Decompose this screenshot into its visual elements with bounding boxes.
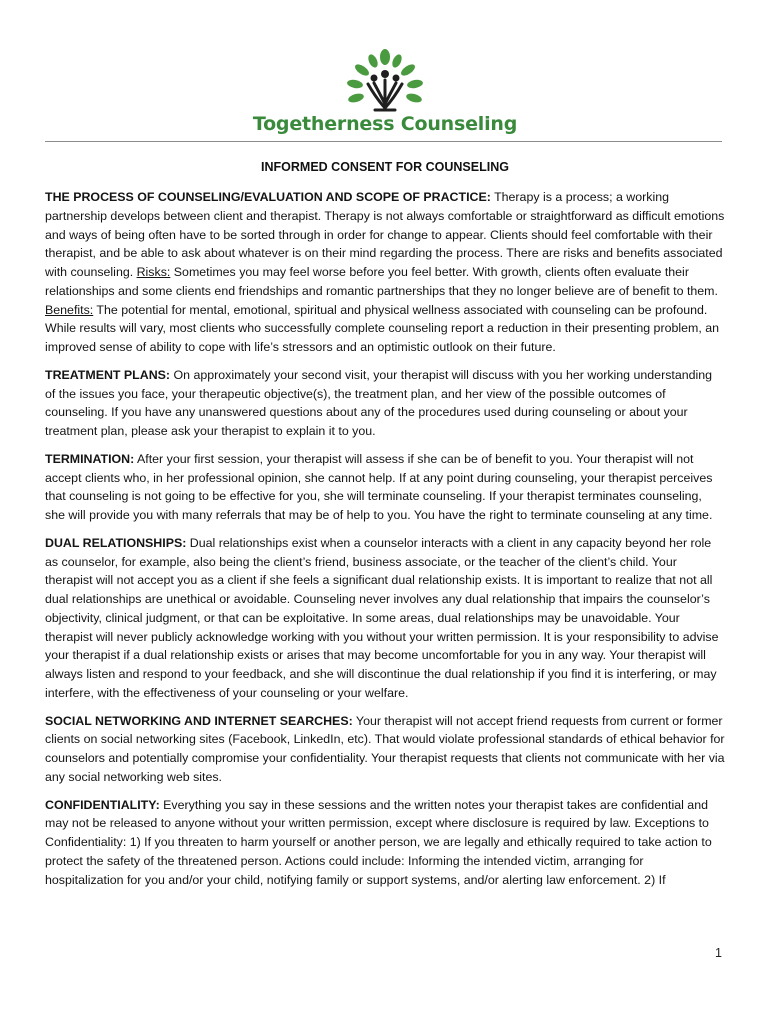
section-dual-relationships [45, 534, 725, 703]
risks-label: Risks: [136, 265, 171, 279]
section-text: Everything you say in these sessions and the written notes your therapist takes are confidential and may not be released to anyone without your written permission, except where disclosure is required by law. Exceptions to Confidentiality: 1) If you threaten to harm yourself or another person, we are legally and ethically required to take action to protect the safety of the threatened person. Actions could include: Informing the intended victim, arranging for hospitalization for you and/or your child, notifying family or support systems, and/or alerting law enforcement. 2) If [45, 797, 712, 887]
section-text: The potential for mental, emotional, spiritual and physical wellness associated with counseling can be profound. While results will vary, most clients who successfully complete counseling report a reduction in their presenting problem, an improved sense of ability to cope with life’s stressors and an optimistic outlook on their future. [45, 302, 719, 354]
section-text: Your therapist will not accept friend requests from current or former clients on social networking sites (Facebook, LinkedIn, etc). That would violate professional standards of ethical behavior for counselors and potentially compromise your confidentiality. Your therapist requests that clients not communicate with her via any social networking web sites. [45, 713, 725, 784]
section-text: On approximately your second visit, your therapist will discuss with you her working understanding of the issues you face, your therapeutic objective(s), the treatment plan, and her view of the possible outcomes of counseling. If you have any unanswered questions about any of the procedures used during counseling or about your treatment plan, please ask your therapist to explain it to you. [45, 367, 713, 438]
section-text: After your first session, your therapist will assess if she can be of benefit to you. Your therapist will not accept clients who, in her professional opinion, she cannot help. If at any point during counseling, your therapist perceives that counseling is not going to be effective for you, she will terminate counseling. If your therapist terminates counseling, she will provide you with many referrals that may be of help to you. You have the right to terminate counseling at any time. [45, 451, 713, 522]
tree-family-logo-icon [340, 48, 430, 116]
header-divider [45, 141, 722, 142]
section-text: Dual relationships exist when a counselor interacts with a client in any capacity beyond her role as counselor, for example, also being the client’s friend, business associate, or the teacher of the client’s child. Your therapist will not accept you as a client if she feels a significant dual relationship exists. It is important to realize that not all dual relationships are unethical or avoidable. Counseling never involves any dual relationship that impairs the counselor’s objectivity, clinical judgment, or that can be exploitative. In some areas, dual relationships may be unavoidable. Your therapist will never publicly acknowledge working with you without your written permission. It is your responsibility to advise your therapist if a dual relationship exists or arises that may become uncomfortable for you in any way. Your therapist will always listen and respond to your feedback, and she will discontinue the dual relationship if you find it is interfering, or may interfere, with the effectiveness of your counseling or your welfare. [45, 535, 719, 700]
section-confidentiality [45, 796, 725, 890]
document-title: INFORMED CONSENT FOR COUNSELING [261, 160, 509, 174]
section-heading: TERMINATION: [45, 451, 135, 466]
page-number: 1 [715, 946, 722, 960]
section-social-networking [45, 712, 725, 787]
section-process [45, 188, 725, 357]
section-heading: CONFIDENTIALITY: [45, 797, 160, 812]
organization-name: Togetherness Counseling [252, 113, 518, 135]
section-heading: DUAL RELATIONSHIPS: [45, 535, 187, 550]
section-text: Therapy is a process; a working partnership develops between client and therapist. Therapy is not always comfortable or straightforward as difficult emotions and ways of being often have to be sorted through in order for change to appear. Clients should feel comfortable with their therapist, and be able to ask about whatever is on their mind regarding the process. There are risks and benefits associated with counseling. [45, 190, 725, 279]
section-text: Sometimes you may feel worse before you feel better. With growth, clients often evaluate their relationships and some clients end friendships and romantic partnerships that they no longer believe are of benefit to them. [45, 265, 718, 298]
section-termination [45, 450, 725, 525]
document-body [45, 188, 725, 898]
section-heading: TREATMENT PLANS: [45, 367, 171, 382]
section-heading: THE PROCESS OF COUNSELING/EVALUATION AND SCOPE OF PRACTICE: [45, 190, 491, 204]
benefits-label: Benefits: [45, 302, 94, 317]
section-treatment-plans [45, 366, 725, 441]
section-heading: SOCIAL NETWORKING AND INTERNET SEARCHES: [45, 713, 353, 728]
